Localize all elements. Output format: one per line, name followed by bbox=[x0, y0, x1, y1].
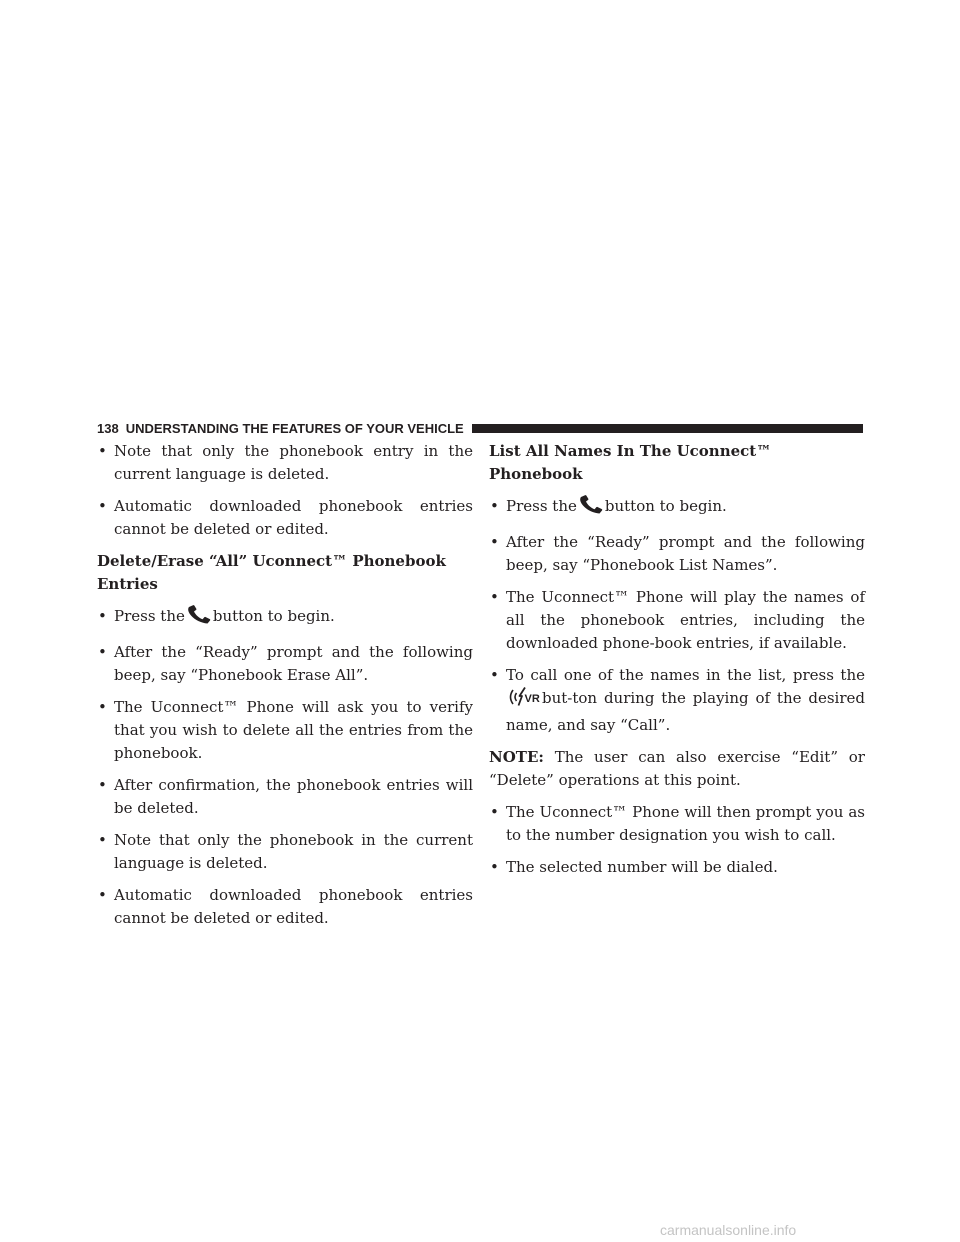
bullet: • bbox=[98, 698, 107, 716]
item-text: The Uconnect™ Phone will play the names of all the phonebook entries, including the downloaded phone-book entries, if available. bbox=[506, 588, 865, 652]
bullet: • bbox=[98, 886, 107, 904]
header-rule bbox=[472, 424, 863, 433]
section-heading: Delete/Erase “All” Uconnect™ Phonebook Entries bbox=[97, 552, 446, 593]
note-paragraph bbox=[489, 746, 865, 792]
bullet: • bbox=[490, 803, 499, 821]
item-text-before: Press the bbox=[114, 607, 185, 625]
right-column bbox=[489, 440, 865, 888]
bullet: • bbox=[98, 607, 107, 625]
item-text: After the “Ready” prompt and the following beep, say “Phonebook Erase All”. bbox=[114, 643, 473, 684]
list-item-press-phone bbox=[489, 495, 865, 522]
bullet: • bbox=[490, 497, 499, 515]
item-text: The selected number will be dialed. bbox=[506, 858, 778, 876]
note-label: NOTE: bbox=[489, 748, 544, 766]
item-text-before: Press the bbox=[506, 497, 577, 515]
phone-icon bbox=[186, 605, 212, 632]
item-text-after: button to begin. bbox=[604, 497, 727, 515]
bullet: • bbox=[490, 666, 499, 684]
list-item bbox=[489, 531, 865, 577]
item-text: The Uconnect™ Phone will ask you to verify that you wish to delete all the entries from the phonebook. bbox=[114, 698, 473, 762]
left-column bbox=[97, 440, 473, 939]
vr-icon-label: VR bbox=[524, 693, 540, 705]
list-item bbox=[97, 884, 473, 930]
list-item bbox=[489, 586, 865, 655]
item-text: Automatic downloaded phonebook entries cannot be deleted or edited. bbox=[114, 886, 473, 927]
list-item bbox=[97, 440, 473, 486]
section-heading: List All Names In The Uconnect™ Phonebook bbox=[489, 442, 772, 483]
item-text: The Uconnect™ Phone will then prompt you as to the number designation you wish to call. bbox=[506, 803, 865, 844]
item-text: Note that only the phonebook in the current language is deleted. bbox=[114, 831, 473, 872]
list-item bbox=[97, 696, 473, 765]
list-item-press-phone bbox=[97, 605, 473, 632]
watermark: carmanualsonline.info bbox=[660, 1222, 797, 1238]
item-text-before: To call one of the names in the list, press the bbox=[506, 666, 865, 684]
item-text: Automatic downloaded phonebook entries cannot be deleted or edited. bbox=[114, 497, 473, 538]
item-text-after: but-ton during the playing of the desired name, and say “Call”. bbox=[506, 689, 865, 734]
list-item bbox=[489, 801, 865, 847]
voice-recognition-icon bbox=[507, 687, 541, 714]
bullet: • bbox=[490, 588, 499, 606]
item-text: After the “Ready” prompt and the following beep, say “Phonebook List Names”. bbox=[506, 533, 865, 574]
note-text: The user can also exercise “Edit” or “Delete” operations at this point. bbox=[489, 748, 865, 789]
list-item bbox=[97, 641, 473, 687]
bullet: • bbox=[98, 442, 107, 460]
phone-icon bbox=[578, 495, 604, 522]
bullet: • bbox=[98, 643, 107, 661]
list-item bbox=[489, 856, 865, 879]
page-number: 138 bbox=[97, 420, 119, 436]
item-text: After confirmation, the phonebook entries will be deleted. bbox=[114, 776, 473, 817]
list-item bbox=[97, 774, 473, 820]
section-title: UNDERSTANDING THE FEATURES OF YOUR VEHICLE bbox=[125, 420, 464, 436]
list-item-press-vr bbox=[489, 664, 865, 737]
bullet: • bbox=[98, 776, 107, 794]
page-header bbox=[97, 417, 863, 439]
list-item bbox=[97, 495, 473, 541]
bullet: • bbox=[490, 858, 499, 876]
bullet: • bbox=[98, 831, 107, 849]
item-text-after: button to begin. bbox=[212, 607, 335, 625]
bullet: • bbox=[490, 533, 499, 551]
list-item bbox=[97, 829, 473, 875]
item-text: Note that only the phonebook entry in the current language is deleted. bbox=[114, 442, 473, 483]
bullet: • bbox=[98, 497, 107, 515]
